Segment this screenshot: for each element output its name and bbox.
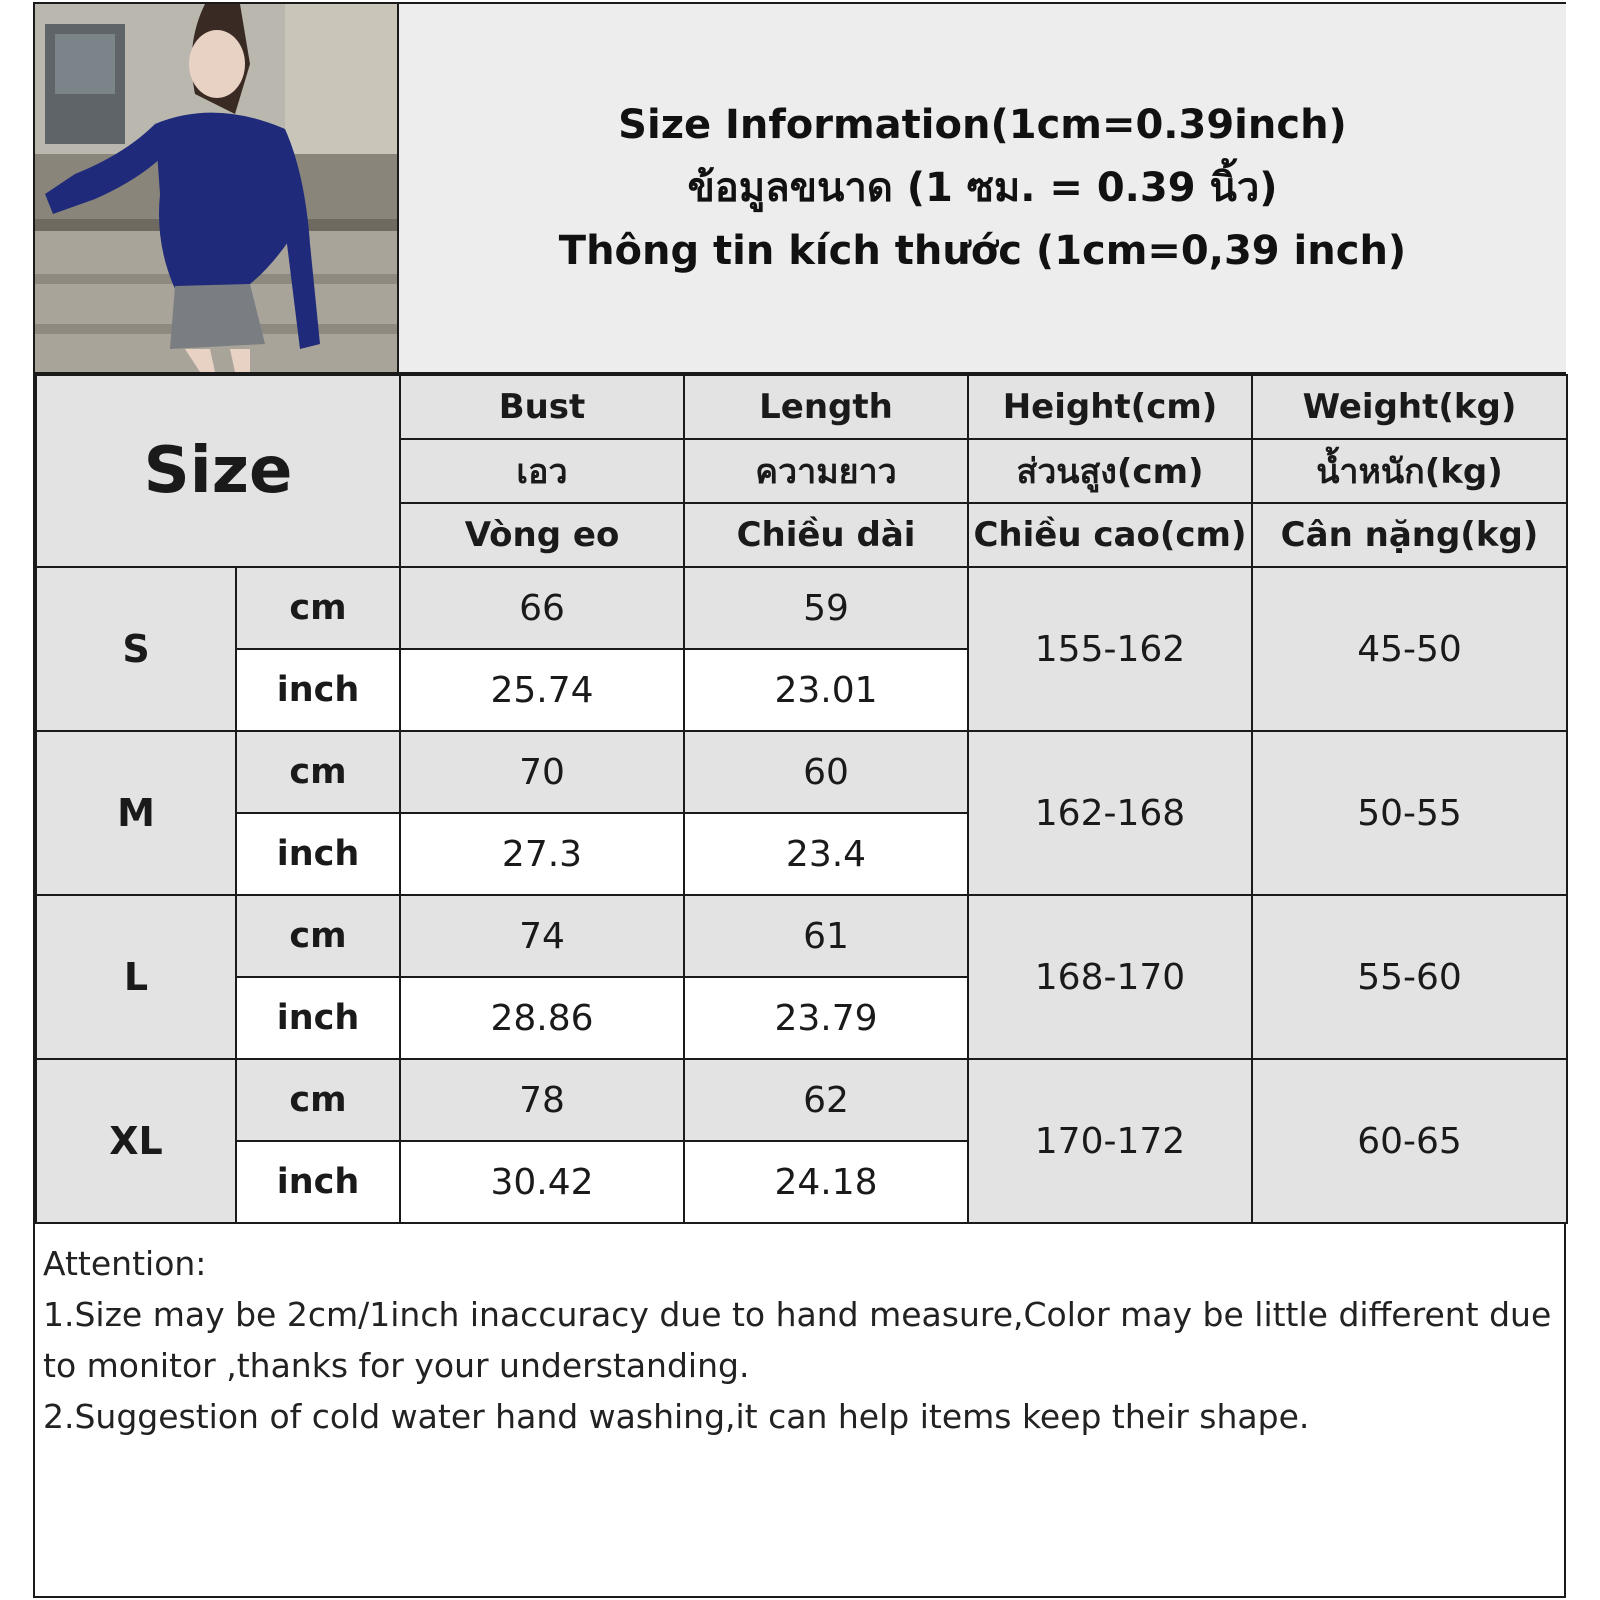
length-cm-s: 59 — [684, 567, 968, 649]
size-label-l: L — [36, 895, 236, 1059]
size-label-xl: XL — [36, 1059, 236, 1223]
product-photo — [35, 4, 399, 374]
unit-cm: cm — [236, 1059, 400, 1141]
header-weight-en: Weight(kg) — [1252, 375, 1567, 439]
unit-cm: cm — [236, 731, 400, 813]
header-weight-vi: Cân nặng(kg) — [1252, 503, 1567, 567]
header-length-vi: Chiều dài — [684, 503, 968, 567]
length-inch-m: 23.4 — [684, 813, 968, 895]
header-height-vi: Chiều cao(cm) — [968, 503, 1252, 567]
attention-heading: Attention: — [43, 1244, 207, 1283]
weight-s: 45-50 — [1252, 567, 1567, 731]
header-weight-th: น้ำหนัก(kg) — [1252, 439, 1567, 503]
size-label-m: M — [36, 731, 236, 895]
title-thai: ข้อมูลขนาด (1 ซม. = 0.39 นิ้ว) — [687, 164, 1278, 211]
header-bust-th: เอว — [400, 439, 684, 503]
bust-inch-m: 27.3 — [400, 813, 684, 895]
unit-cm: cm — [236, 895, 400, 977]
unit-cm: cm — [236, 567, 400, 649]
height-l: 168-170 — [968, 895, 1252, 1059]
unit-inch: inch — [236, 977, 400, 1059]
unit-inch: inch — [236, 813, 400, 895]
length-cm-l: 61 — [684, 895, 968, 977]
size-chart-sheet — [33, 2, 1566, 1598]
title-vietnamese: Thông tin kích thước (1cm=0,39 inch) — [558, 227, 1407, 274]
title-english: Size Information(1cm=0.39inch) — [618, 101, 1347, 148]
header-length-en: Length — [684, 375, 968, 439]
header-bust-en: Bust — [400, 375, 684, 439]
weight-l: 55-60 — [1252, 895, 1567, 1059]
unit-inch: inch — [236, 1141, 400, 1223]
attention-note-1: 1.Size may be 2cm/1inch inaccuracy due to hand measure,Color may be little different due to monitor ,thanks for your understanding. — [43, 1295, 1552, 1385]
height-xl: 170-172 — [968, 1059, 1252, 1223]
size-header: Size — [36, 375, 400, 567]
length-inch-l: 23.79 — [684, 977, 968, 1059]
bust-inch-xl: 30.42 — [400, 1141, 684, 1223]
unit-inch: inch — [236, 649, 400, 731]
bust-cm-s: 66 — [400, 567, 684, 649]
height-m: 162-168 — [968, 731, 1252, 895]
bust-cm-m: 70 — [400, 731, 684, 813]
weight-m: 50-55 — [1252, 731, 1567, 895]
header-height-en: Height(cm) — [968, 375, 1252, 439]
length-inch-xl: 24.18 — [684, 1141, 968, 1223]
model-photo-image — [35, 4, 397, 372]
attention-notes — [35, 1232, 1566, 1598]
bust-cm-xl: 78 — [400, 1059, 684, 1141]
size-info-title — [399, 4, 1566, 374]
size-table — [35, 374, 1568, 1224]
header-height-th: ส่วนสูง(cm) — [968, 439, 1252, 503]
bust-inch-l: 28.86 — [400, 977, 684, 1059]
weight-xl: 60-65 — [1252, 1059, 1567, 1223]
attention-note-2: 2.Suggestion of cold water hand washing,it can help items keep their shape. — [43, 1397, 1310, 1436]
length-cm-xl: 62 — [684, 1059, 968, 1141]
header-bust-vi: Vòng eo — [400, 503, 684, 567]
height-s: 155-162 — [968, 567, 1252, 731]
length-inch-s: 23.01 — [684, 649, 968, 731]
bust-cm-l: 74 — [400, 895, 684, 977]
length-cm-m: 60 — [684, 731, 968, 813]
bust-inch-s: 25.74 — [400, 649, 684, 731]
header-length-th: ความยาว — [684, 439, 968, 503]
size-label-s: S — [36, 567, 236, 731]
